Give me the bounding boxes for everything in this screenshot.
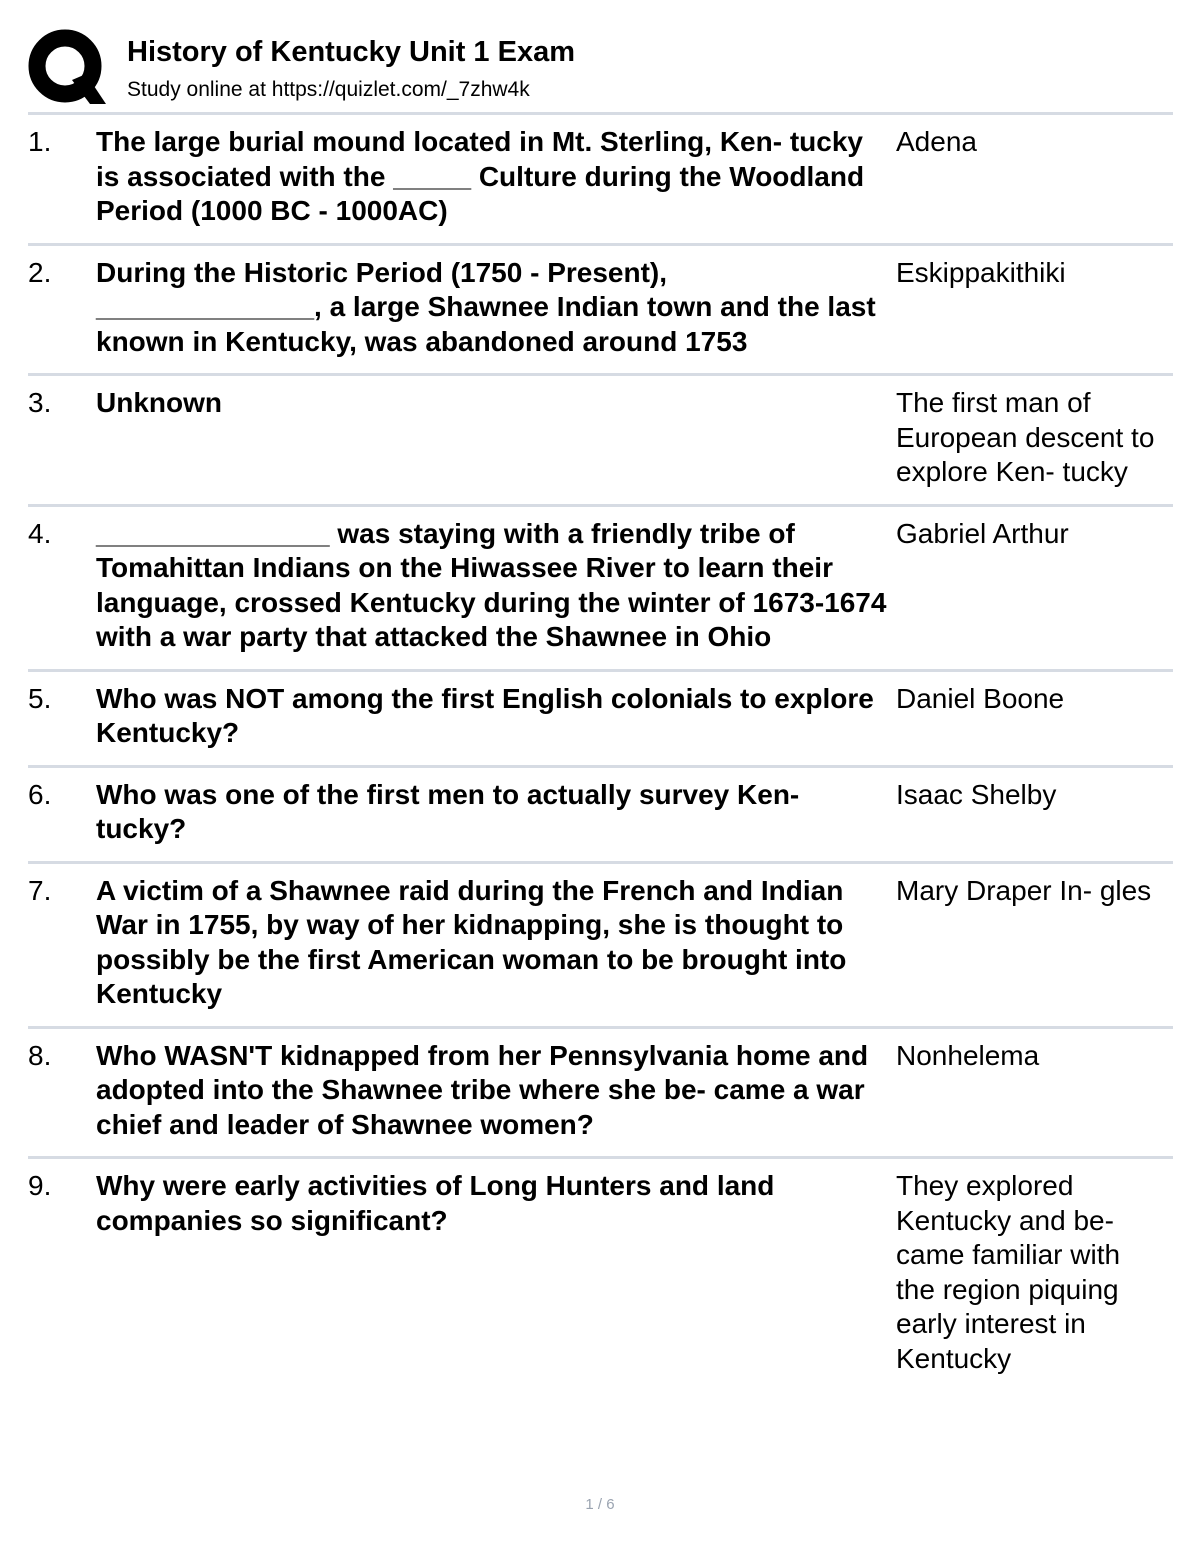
flashcard-row [28,1029,1173,1160]
page-number: 1 / 6 [585,1496,615,1513]
card-term: The large burial mound located in Mt. Sterling, Ken- tucky is associated with the _____ Culture during the Woodland Period (1000 BC - 1000AC) [96,126,865,226]
flashcard-list [28,115,1173,1390]
card-number: 4. [28,517,52,549]
card-definition: They explored Kentucky and be- came familiar with the region piquing early interest in Kentucky [896,1170,1121,1374]
card-definition: Eskippakithiki [896,256,1066,288]
flashcard-row [28,115,1173,246]
card-number: 9. [28,1170,52,1201]
flashcard-row [28,507,1173,672]
card-definition: Gabriel Arthur [896,517,1069,549]
card-definition: Adena [896,126,977,157]
flashcard-row [28,1159,1173,1390]
card-number: 3. [28,387,52,418]
quizlet-logo-icon [28,28,106,106]
card-term: Why were early activities of Long Hunters and land companies so significant? [96,1170,775,1236]
card-number: 7. [28,874,52,906]
card-term: During the Historic Period (1750 - Present), ______________, a large Shawnee Indian town and the last known in Kentucky, was abandoned around 1753 [96,256,876,357]
card-term: Unknown [96,387,222,418]
card-term: Who was one of the first men to actually survey Ken- tucky? [96,778,800,844]
card-number: 8. [28,1039,52,1071]
flashcard-row [28,246,1173,377]
card-number: 2. [28,256,52,288]
card-number: 1. [28,126,52,157]
card-number: 5. [28,682,52,714]
card-term: A victim of a Shawnee raid during the French and Indian War in 1755, by way of her kidnapping, she is thought to possibly be the first American woman to be brought into Kentucky [96,874,847,1009]
card-definition: The first man of European descent to explore Ken- tucky [896,387,1155,487]
flashcard-row [28,672,1173,768]
flashcard-row [28,864,1173,1029]
card-definition: Nonhelema [896,1039,1040,1071]
page-title: History of Kentucky Unit 1 Exam [127,36,575,68]
card-term: Who was NOT among the first English colonials to explore Kentucky? [96,682,874,748]
flashcard-row [28,376,1173,507]
card-term: _______________ was staying with a friendly tribe of Tomahittan Indians on the Hiwassee River to learn their language, crossed Kentucky during the winter of 1673-1674 with a war party that attacked the Shawnee in Ohio [96,517,887,652]
study-link-text: Study online at https://quizlet.com/_7zhw4k [127,78,530,101]
card-definition: Mary Draper In- gles [896,874,1152,906]
card-definition: Daniel Boone [896,682,1065,714]
page-header [28,28,1178,110]
flashcard-row [28,768,1173,864]
card-term: Who WASN'T kidnapped from her Pennsylvania home and adopted into the Shawnee tribe where she be- came a war chief and leader of Shawnee women? [96,1039,869,1140]
card-definition: Isaac Shelby [896,778,1057,810]
card-number: 6. [28,778,52,810]
